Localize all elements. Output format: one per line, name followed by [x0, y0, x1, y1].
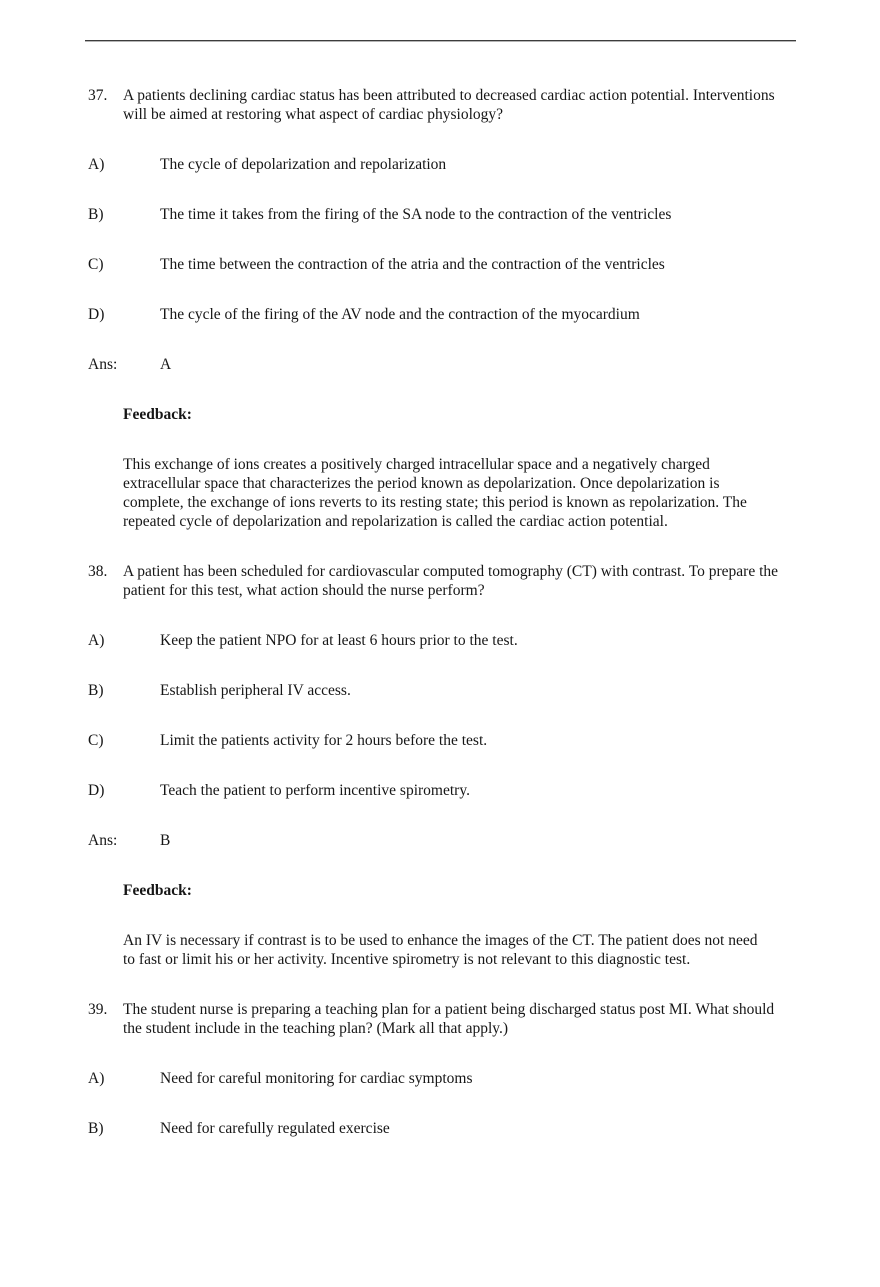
answer-value: A — [160, 356, 172, 373]
option-row — [88, 205, 880, 224]
question-row — [88, 562, 880, 600]
option-letter: B) — [88, 682, 104, 699]
option-row — [88, 1119, 880, 1138]
option-row — [88, 781, 880, 800]
answer-label: Ans: — [88, 832, 118, 849]
question-row — [88, 86, 880, 124]
option-letter: B) — [88, 206, 104, 223]
option-text: Keep the patient NPO for at least 6 hours prior to the test. — [160, 632, 518, 649]
option-letter: A) — [88, 632, 105, 649]
option-text: Limit the patients activity for 2 hours before the test. — [160, 732, 488, 749]
option-row — [88, 731, 880, 750]
question-text: The student nurse is preparing a teaching plan for a patient being discharged status post MI. What should the student include in the teaching plan? (Mark all that apply.) — [123, 1001, 775, 1037]
feedback-label: Feedback: — [123, 882, 192, 899]
top-rule — [85, 40, 796, 42]
question-block-38 — [0, 562, 880, 969]
option-text: The cycle of the firing of the AV node and the contraction of the myocardium — [160, 306, 640, 323]
option-row — [88, 255, 880, 274]
option-row — [88, 631, 880, 650]
question-number: 39. — [88, 1001, 108, 1018]
question-text: A patients declining cardiac status has been attributed to decreased cardiac action potential. Interventions will be aimed at restoring what aspect of cardiac physiology? — [123, 87, 775, 123]
question-block-37 — [0, 86, 880, 531]
option-row — [88, 305, 880, 324]
question-block-39 — [0, 1000, 880, 1138]
option-text: Establish peripheral IV access. — [160, 682, 351, 699]
option-text: The cycle of depolarization and repolarization — [160, 156, 447, 173]
option-letter: D) — [88, 782, 105, 799]
feedback-label: Feedback: — [123, 406, 192, 423]
option-letter: C) — [88, 732, 104, 749]
option-row — [88, 681, 880, 700]
question-number: 38. — [88, 563, 108, 580]
option-text: The time between the contraction of the atria and the contraction of the ventricles — [160, 256, 665, 273]
document-page — [0, 40, 880, 1287]
option-text: The time it takes from the firing of the SA node to the contraction of the ventricles — [160, 206, 672, 223]
feedback-text: This exchange of ions creates a positively charged intracellular space and a negatively charged extracellular space that characterizes the period known as depolarization. Once depolarization is complete, the exchange of ions reverts to its resting state; this period is known as repolarization. The repeated cycle of depolarization and repolarization is called the cardiac action potential. — [123, 456, 747, 530]
option-letter: A) — [88, 156, 105, 173]
option-letter: D) — [88, 306, 105, 323]
option-row — [88, 155, 880, 174]
option-text: Need for carefully regulated exercise — [160, 1120, 390, 1137]
option-text: Teach the patient to perform incentive spirometry. — [160, 782, 470, 799]
option-letter: B) — [88, 1120, 104, 1137]
question-text: A patient has been scheduled for cardiovascular computed tomography (CT) with contrast. To prepare the patient for this test, what action should the nurse perform? — [123, 563, 779, 599]
answer-row — [88, 831, 880, 850]
question-number: 37. — [88, 87, 108, 104]
option-text: Need for careful monitoring for cardiac symptoms — [160, 1070, 473, 1087]
option-letter: C) — [88, 256, 104, 273]
question-row — [88, 1000, 880, 1038]
option-letter: A) — [88, 1070, 105, 1087]
option-row — [88, 1069, 880, 1088]
answer-value: B — [160, 832, 171, 849]
feedback-text: An IV is necessary if contrast is to be used to enhance the images of the CT. The patient does not need to fast or limit his or her activity. Incentive spirometry is not relevant to this diagnostic test. — [123, 932, 758, 968]
answer-row — [88, 355, 880, 374]
answer-label: Ans: — [88, 356, 118, 373]
